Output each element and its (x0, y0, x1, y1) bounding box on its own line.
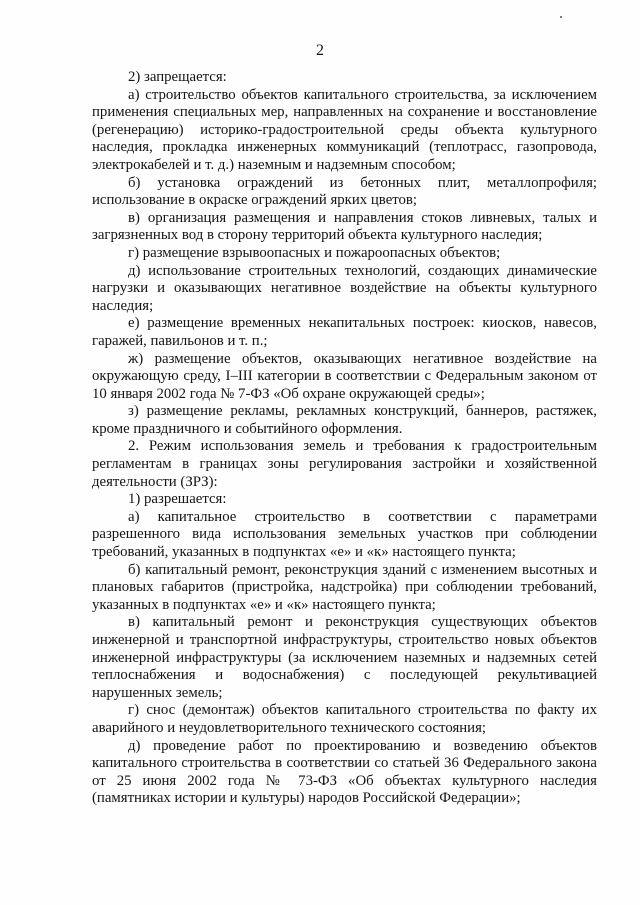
page-number: 2 (316, 42, 324, 59)
clause-1-permitted-heading: 1) разрешается: (128, 491, 227, 508)
prohibited-item-zh: ж) размещение объектов, оказывающих негативное воздействие на окружающую среду, I–III категории в соответствии с Федеральным законом от 10 января 2002 года № 7-ФЗ «Об охране окружающей среды»; (92, 350, 597, 402)
permitted-item-b: б) капитальный ремонт, реконструкция зданий с изменением высотных и плановых габаритов (пристройка, надстройка) при соблюдении требований, указанных в подпунктах «е» и «к» настоящего пункта; (92, 561, 597, 613)
permitted-item-a: а) капитальное строительство в соответствии с параметрами разрешенного вида использования земельных участков при соблюдении требований, указанных в подпунктах «е» и «к» настоящего пункта; (92, 508, 597, 561)
prohibited-item-e: е) размещение временных некапитальных построек: киосков, навесов, гаражей, павильонов и т. п.; (92, 315, 597, 349)
prohibited-item-d: д) использование строительных технологий, создающих динамические нагрузки и оказывающих негативное воздействие на объекты культурного наследия; (92, 262, 597, 314)
permitted-item-g: г) снос (демонтаж) объектов капитального строительства по факту их аварийного и неудовлетворительного технического состояния; (92, 702, 597, 736)
prohibited-item-z: з) размещение рекламы, рекламных конструкций, баннеров, растяжек, кроме праздничного и событийного оформления. (92, 403, 597, 437)
permitted-item-d: д) проведение работ по проектированию и возведению объектов капитального строительства в соответствии со статьей 36 Федерального закона от 25 июня 2002 года № 73-ФЗ «Об объектах культурного наследия (памятниках истории и культуры) народов Российской Федерации»; (92, 737, 597, 807)
section-2-heading: 2. Режим использования земель и требования к градостроительным регламентам в границах зоны регулирования застройки и хозяйственной деятельности (ЗРЗ): (92, 438, 597, 490)
permitted-item-v: в) капитальный ремонт и реконструкция существующих объектов инженерной и транспортной инфраструктуры, строительство новых объектов инженерной инфраструктуры (за исключением наземных и надземных сетей теплоснабжения и водоснабжения) с последующей рекультивацией нарушенных земель; (92, 614, 597, 701)
prohibited-item-v: в) организация размещения и направления стоков ливневых, талых и загрязненных вод в сторону территорий объекта культурного наследия; (92, 209, 597, 244)
document-body (92, 69, 597, 808)
prohibited-item-b: б) установка ограждений из бетонных плит, металлопрофиля; использование в окраске ограждений ярких цветов; (92, 174, 597, 209)
scan-speck (560, 16, 562, 18)
clause-2-prohibited-heading: 2) запрещается: (128, 69, 227, 85)
prohibited-item-a: а) строительство объектов капитального строительства, за исключением применения специальных мер, направленных на сохранение и восстановление (регенерацию) историко-градостроительной среды объекта культурного наследия, прокладка инженерных коммуникаций (теплотрасс, газопровода, электрокабелей и т. д.) наземным и надземным способом; (92, 86, 597, 173)
prohibited-item-g: г) размещение взрывоопасных и пожароопасных объектов; (128, 244, 501, 261)
